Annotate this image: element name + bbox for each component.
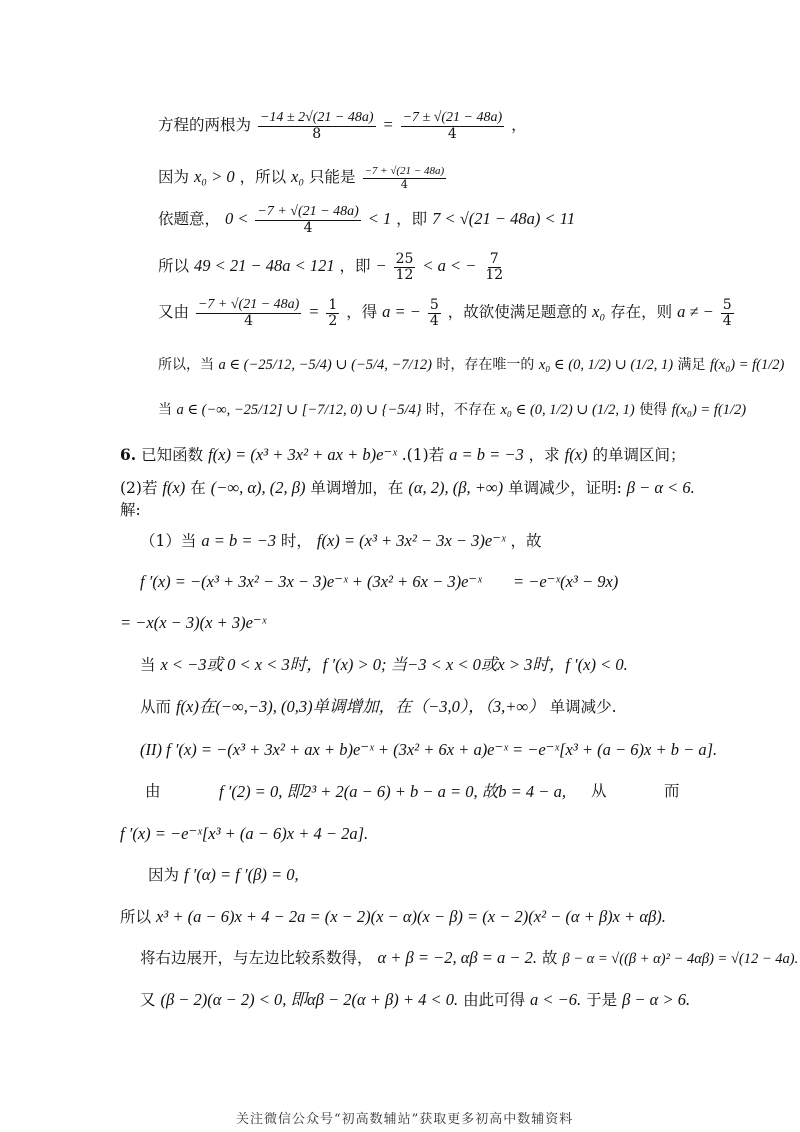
fraction: $\frac{5}{4}$ (722, 297, 732, 329)
problem-6-part2-line: (2)若 f(x) 在 (−∞, α), (2, β) 单调增加，在 (α, 2), (β, +∞) 单调减少，证明: β − α < 6. (120, 478, 695, 497)
fraction: $\frac{-14 \pm 2√(21 - 48a)}{8}$ (259, 110, 374, 142)
fraction: $\frac{5}{4}$ (429, 297, 439, 329)
range-line: 所以 49 < 21 − 48a < 121 ，即 − $\frac{25}{12}$ < a < − $\frac{7}{12}$ (158, 251, 504, 283)
fraction: $\frac{7}{12}$ (485, 251, 504, 283)
fraction: $\frac{-7 + √(21 - 48a)}{4}$ (197, 297, 300, 329)
from-line-math: f ′(2) = 0, 即2³ + 2(a − 6) + b − a = 0, 故b = 4 − a, (219, 782, 566, 801)
fraction: $\frac{25}{12}$ (395, 251, 414, 283)
fraction: $\frac{-7 + √(21 - 48a)}{4}$ (364, 165, 445, 191)
coefficient-line: 将右边展开，与左边比较系数得， α + β = −2, αβ = a − 2. 故 β − α = √((β + α)² − 4αβ) = √(12 − 4a). (140, 948, 799, 967)
fraction: $\frac{-7 \pm √(21 - 48a)}{4}$ (402, 110, 503, 142)
monotonic-line: 从而 f(x)在(−∞,−3), (0,3)单调增加，在（−3,0），（3,+∞） 单调减少. (140, 697, 617, 716)
derivative-line: f ′(x) = −(x³ + 3x² − 3x − 3)e⁻ˣ + (3x² + 6x − 3)e⁻ˣ (140, 572, 482, 591)
no-root-line: 当 a ∈ (−∞, −25/12] ∪ [−7/12, 0) ∪ {−5/4} 时，不存在 x₀ ∈ (0, 1/2) ∪ (1/2, 1) 使得 f(x₀) = f(1/2) (158, 402, 747, 418)
problem-number: 6. (120, 445, 137, 464)
footer-promo: 关注微信公众号“初高数辅站”获取更多初高中数辅资料 (236, 1112, 574, 1127)
fraction: $\frac{1}{2}$ (328, 297, 338, 329)
roots-line: 方程的两根为 $\frac{-14 \pm 2√(21 - 48a)}{8}$ = $\frac{-7 \pm √(21 - 48a)}{4}$ ， (158, 110, 527, 142)
because-line: 因为 f ′(α) = f ′(β) = 0, (148, 865, 299, 884)
solution-label: 解: (120, 501, 141, 519)
factored-line: = −x(x − 3)(x + 3)e⁻ˣ (120, 613, 267, 632)
from-line-cong: 从 (591, 782, 607, 800)
simplified-derivative-line: f ′(x) = −e⁻ˣ[x³ + (a − 6)x + 4 − 2a]. (120, 824, 369, 843)
unique-root-line: 所以，当 a ∈ (−25/12, −5/4) ∪ (−5/4, −7/12) 时，存在唯一的 x₀ ∈ (0, 1/2) ∪ (1/2, 1) 满足 f(x₀) = f(1/2) (158, 357, 785, 373)
problem-6-line: 6. 已知函数 f(x) = (x³ + 3x² + ax + b)e⁻ˣ .(1)若 a = b = −3 ，求 f(x) 的单调区间； (120, 445, 686, 464)
fraction: $\frac{-7 + √(21 - 48a)}{4}$ (257, 204, 359, 236)
part1-line: （1）当 a = b = −3 时， f(x) = (x³ + 3x² − 3x − 3)e⁻ˣ ，故 (140, 531, 542, 550)
condition-line: 依题意， 0 < $\frac{-7 + √(21 - 48a)}{4}$ < 1 ，即 7 < √(21 − 48a) < 11 (158, 204, 576, 236)
exclusion-line: 又由 $\frac{-7 + √(21 - 48a)}{4}$ = $\frac{1}{2}$ ，得 a = − $\frac{5}{4}$ ，故欲使满足题意的 x₀ 存在，则 a ≠ − $\frac{5}{4}$ (158, 297, 732, 329)
part2-derivative-line: (II) f ′(x) = −(x³ + 3x² + ax + b)e⁻ˣ + (3x² + 6x + a)e⁻ˣ = −e⁻ˣ[x³ + (a − 6)x + b − a]. (140, 740, 718, 759)
conclusion-line: 又 (β − 2)(α − 2) < 0, 即αβ − 2(α + β) + 4 < 0. 由此可得 a < −6. 于是 β − α > 6. (140, 990, 691, 1009)
derivative-result: = −e⁻ˣ(x³ − 9x) (513, 572, 619, 591)
from-line: 由 (145, 782, 161, 800)
x0-positive-line: 因为 x₀ > 0 ，所以 x₀ 只能是 $\frac{-7 + √(21 - 48a)}{4}$ (158, 165, 445, 191)
factorization-line: 所以 x³ + (a − 6)x + 4 − 2a = (x − 2)(x − α)(x − β) = (x − 2)(x² − (α + β)x + αβ). (120, 907, 666, 926)
text: 方程的两根为 (158, 116, 252, 135)
from-line-er: 而 (664, 782, 680, 800)
sign-line: 当 x < −3或 0 < x < 3时，f ′(x) > 0; 当−3 < x < 0或x > 3时，f ′(x) < 0. (140, 655, 628, 674)
